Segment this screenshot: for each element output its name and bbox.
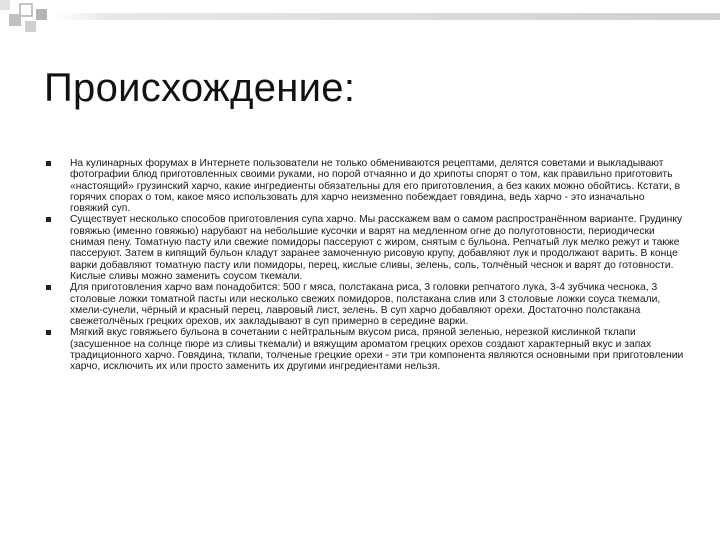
list-item (46, 214, 686, 282)
square-bullet-icon (46, 217, 51, 222)
slide-title: Происхождение: (44, 66, 356, 110)
decorative-header (0, 0, 720, 32)
decor-square (25, 21, 36, 32)
list-item (46, 327, 686, 372)
list-item-text: Для приготовления харчо вам понадобится: 500 г мяса, полстакана риса, 3 головки репчатого лука, 3-4 зубчика чеснока, 3 столовые ложки томатной пасты или несколько свежих помидоров, полстакана слив или 3 столовые ложки соуса ткемали, хмели-сунели, чёрный и красный перец, лавровый лист, зелень. В суп харчо добавляют орехи. Достаточно полстакана свежетолчёных грецких орехов, их закладывают в суп примерно в середине варки. (70, 282, 661, 328)
list-item-text: На кулинарных форумах в Интернете пользователи не только обмениваются рецептами, делятся советами и выкладывают фотографии блюд приготовленных своими руками, но порой отчаянно и до хрипоты спорят о том, как правильно приготовить «настоящий» грузинский харчо, какие ингредиенты обязательны для его приготовления, а без каких можно обойтись. Кстати, в горячих спорах о том, какое мясо использовать для харчо неизменно побеждает говядина, ведь харчо - это изначально говяжий суп. (70, 158, 681, 215)
decor-square (20, 4, 32, 16)
square-bullet-icon (46, 285, 51, 290)
list-item (46, 282, 686, 327)
square-bullet-icon (46, 330, 51, 335)
header-band (54, 13, 720, 20)
decor-square (0, 0, 10, 10)
decorative-squares (0, 0, 720, 40)
decor-square (9, 14, 21, 26)
decor-square (36, 9, 47, 20)
list-item (46, 158, 686, 214)
list-item-text: Мягкий вкус говяжьего бульона в сочетании с нейтральным вкусом риса, пряной зеленью, нерезкой кислинкой тклапи (засушенное на солнце пюре из сливы ткемали) и вяжущим ароматом грецких орехов создают характерный вкус и запах традиционного харчо. Говядина, тклапи, толченые грецкие орехи - эти три компонента являются основными при приготовлении харчо, исключить их или просто заменить их другими ингредиентами нельзя. (70, 327, 684, 373)
square-bullet-icon (46, 161, 51, 166)
bullet-list (46, 158, 686, 373)
list-item-text: Существует несколько способов приготовления супа харчо. Мы расскажем вам о самом распространённом варианте. Грудинку говяжью (именно говяжью) нарубают на небольшие кусочки и варят на медленном огне до полуготовности, периодически снимая пену. Томатную пасту или свежие помидоры пассеруют с жиром, снятым с бульона. Репчатый лук мелко режут и также пассеруют. Затем в кипящий бульон кладут заранее замоченную рисовую крупу, добавляют лук и продолжают варить. В конце варки добавляют томатную пасту или помидоры, перец, кислые сливы, зелень, соль, толчёный чеснок и варят до готовности. Кислые сливы можно заменить соусом ткемали. (70, 214, 683, 282)
